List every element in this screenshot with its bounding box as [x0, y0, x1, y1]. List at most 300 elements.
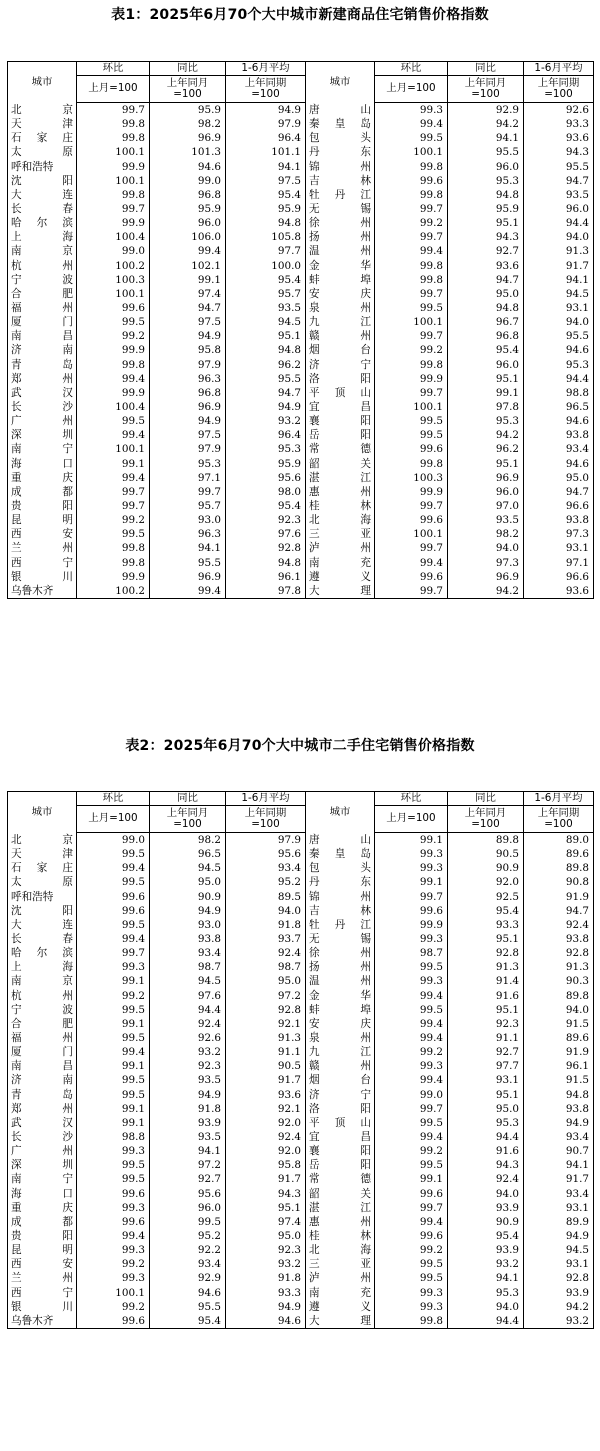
avg-index-cell: 91.5 [524, 1073, 594, 1087]
mom-index-cell: 99.7 [77, 202, 150, 216]
mom-index-cell: 100.1 [77, 287, 150, 301]
yoy-index-cell: 96.0 [448, 485, 524, 499]
avg-index-cell: 93.4 [524, 1130, 594, 1144]
mom-index-cell: 99.7 [77, 103, 150, 118]
avg-index-cell: 95.0 [226, 1229, 306, 1243]
city-name: 石 家 庄 [11, 132, 73, 145]
city-name: 海 口 [11, 1187, 73, 1200]
city-name: 惠 州 [309, 485, 371, 498]
avg-index-cell: 90.5 [226, 1059, 306, 1073]
city-name: 安 庆 [309, 287, 371, 300]
mom-index-cell: 99.3 [77, 1144, 150, 1158]
mom-index-cell: 100.3 [375, 471, 448, 485]
city-name-cell [8, 145, 77, 159]
city-name-cell [8, 400, 77, 414]
table-row [8, 457, 594, 471]
avg-index-cell: 91.8 [226, 1271, 306, 1285]
mom-index-cell: 99.1 [77, 1102, 150, 1116]
yoy-index-cell: 96.3 [150, 372, 226, 386]
city-name: 岳 阳 [309, 1159, 371, 1172]
mom-index-cell: 99.4 [375, 1017, 448, 1031]
city-name: 成 都 [11, 1215, 73, 1228]
city-name-cell [8, 358, 77, 372]
avg-index-cell: 89.6 [524, 847, 594, 861]
city-name-cell [306, 273, 375, 287]
avg-index-cell: 95.3 [524, 358, 594, 372]
mom-index-cell: 99.3 [375, 932, 448, 946]
mom-index-cell: 99.9 [375, 918, 448, 932]
mom-index-cell: 99.4 [77, 861, 150, 875]
city-name: 大 理 [309, 584, 371, 597]
city-name-cell [306, 457, 375, 471]
mom-index-cell: 99.4 [375, 556, 448, 570]
mom-index-cell: 99.2 [77, 1300, 150, 1314]
mom-index-cell: 99.5 [375, 131, 448, 145]
city-name: 沈 阳 [11, 904, 73, 917]
mom-index-cell: 99.1 [77, 1116, 150, 1130]
city-name-cell [306, 1300, 375, 1314]
yoy-index-cell: 97.5 [150, 315, 226, 329]
avg-index-cell: 94.0 [226, 904, 306, 918]
yoy-index-cell: 99.5 [150, 1215, 226, 1229]
city-name-cell [8, 1300, 77, 1314]
yoy-base-header: 上年同月 =100 [150, 76, 226, 103]
yoy-index-cell: 97.9 [150, 442, 226, 456]
mom-index-cell: 99.2 [375, 1243, 448, 1257]
yoy-index-cell: 94.9 [150, 414, 226, 428]
city-header: 城市 [306, 792, 375, 833]
yoy-index-cell: 92.0 [448, 875, 524, 889]
avg-index-cell: 95.0 [524, 471, 594, 485]
mom-index-cell: 99.7 [375, 584, 448, 599]
yoy-index-cell: 90.9 [448, 861, 524, 875]
yoy-index-cell: 93.9 [448, 1201, 524, 1215]
mom-index-cell: 98.7 [375, 946, 448, 960]
city-name: 锦 州 [309, 160, 371, 173]
avg-index-cell: 92.3 [226, 513, 306, 527]
avg-index-cell: 95.8 [226, 1158, 306, 1172]
mom-index-cell: 99.7 [375, 386, 448, 400]
mom-index-cell: 99.7 [375, 329, 448, 343]
city-name-cell [8, 386, 77, 400]
mom-index-cell: 99.7 [375, 890, 448, 904]
city-header: 城市 [8, 792, 77, 833]
city-name: 包 头 [309, 132, 371, 145]
avg-index-cell: 95.6 [226, 847, 306, 861]
mom-index-cell: 99.6 [375, 1187, 448, 1201]
city-name: 遵 义 [309, 570, 371, 583]
avg-index-cell: 93.8 [524, 428, 594, 442]
avg-index-cell: 92.6 [524, 103, 594, 118]
mom-index-cell: 99.5 [375, 1158, 448, 1172]
mom-index-cell: 100.3 [77, 273, 150, 287]
yoy-index-cell: 92.8 [448, 946, 524, 960]
mom-index-cell: 100.1 [375, 527, 448, 541]
city-name: 南 京 [11, 245, 73, 258]
avg-index-cell: 93.6 [524, 584, 594, 599]
yoy-index-cell: 95.9 [150, 202, 226, 216]
yoy-index-cell: 99.4 [150, 244, 226, 258]
mom-index-cell: 99.5 [77, 1031, 150, 1045]
city-name-cell [8, 904, 77, 918]
mom-index-cell: 99.8 [375, 259, 448, 273]
city-name-cell [306, 1130, 375, 1144]
yoy-index-cell: 94.9 [150, 904, 226, 918]
mom-index-cell: 99.8 [375, 160, 448, 174]
avg-index-cell: 94.3 [226, 1187, 306, 1201]
avg-index-cell: 91.3 [226, 1031, 306, 1045]
city-name-cell [8, 1031, 77, 1045]
city-name: 九 江 [309, 316, 371, 329]
table-row [8, 1045, 594, 1059]
city-name-cell [306, 174, 375, 188]
mom-index-cell: 99.6 [77, 890, 150, 904]
mom-index-cell: 99.5 [77, 847, 150, 861]
yoy-index-cell: 99.1 [448, 386, 524, 400]
mom-index-cell: 99.5 [77, 1088, 150, 1102]
avg-index-cell: 89.0 [524, 833, 594, 848]
mom-index-cell: 99.2 [375, 343, 448, 357]
yoy-index-cell: 95.3 [448, 174, 524, 188]
city-name-cell [8, 117, 77, 131]
mom-index-cell: 99.7 [375, 202, 448, 216]
city-name: 长 春 [11, 203, 73, 216]
city-name: 韶 关 [309, 457, 371, 470]
table-row [8, 1059, 594, 1073]
city-name: 西 安 [11, 528, 73, 541]
city-name-cell [306, 1286, 375, 1300]
mom-index-cell: 99.3 [375, 103, 448, 118]
table-row [8, 1286, 594, 1300]
table2-title: 表2：2025年6月70个大中城市二手住宅销售价格指数 [125, 738, 475, 754]
yoy-index-cell: 95.3 [150, 457, 226, 471]
city-name-cell [306, 1201, 375, 1215]
table-row [8, 145, 594, 159]
table-row [8, 1144, 594, 1158]
city-name: 南 昌 [11, 1060, 73, 1073]
mom-index-cell: 99.7 [77, 499, 150, 513]
yoy-index-cell: 95.6 [150, 1187, 226, 1201]
city-name-cell [306, 1215, 375, 1229]
yoy-base-header: 上年同月 =100 [448, 806, 524, 833]
mom-index-cell: 99.5 [375, 428, 448, 442]
city-name-cell [8, 1187, 77, 1201]
avg-index-cell: 93.2 [226, 1257, 306, 1271]
city-name: 贵 阳 [11, 1230, 73, 1242]
city-name-cell [8, 1073, 77, 1087]
mom-index-cell: 99.3 [77, 1243, 150, 1257]
city-name: 泸 州 [309, 1272, 371, 1285]
city-name: 桂 林 [309, 1230, 371, 1242]
yoy-index-cell: 96.0 [448, 358, 524, 372]
table-row [8, 847, 594, 861]
mom-index-cell: 100.4 [77, 400, 150, 414]
city-name-cell [8, 890, 77, 904]
yoy-index-cell: 93.8 [150, 932, 226, 946]
city-name-cell [8, 315, 77, 329]
yoy-index-cell: 94.4 [150, 1003, 226, 1017]
table-row [8, 216, 594, 230]
avg-index-cell: 92.4 [524, 918, 594, 932]
yoy-index-cell: 94.2 [448, 428, 524, 442]
yoy-index-cell: 95.1 [448, 1088, 524, 1102]
city-name-cell [8, 428, 77, 442]
mom-index-cell: 99.0 [77, 244, 150, 258]
mom-index-cell: 99.0 [375, 1088, 448, 1102]
city-name: 天 津 [11, 118, 73, 131]
city-name-cell [306, 570, 375, 584]
city-name-cell [8, 103, 77, 118]
city-name: 西 宁 [11, 1286, 73, 1299]
mom-index-cell: 99.6 [77, 1314, 150, 1329]
city-name-cell [8, 1243, 77, 1257]
table-row [8, 414, 594, 428]
city-name: 牡 丹 江 [309, 918, 371, 931]
avg-index-cell: 95.2 [226, 875, 306, 889]
city-name-cell [306, 1158, 375, 1172]
city-name: 南 京 [11, 975, 73, 988]
city-name: 大 连 [11, 188, 73, 201]
yoy-index-cell: 90.9 [150, 890, 226, 904]
mom-index-cell: 100.4 [77, 230, 150, 244]
city-name: 无 锡 [309, 203, 371, 216]
yoy-index-cell: 95.0 [448, 1102, 524, 1116]
table-row [8, 1130, 594, 1144]
city-name: 哈 尔 滨 [11, 947, 73, 960]
mom-index-cell: 99.4 [375, 1031, 448, 1045]
avg-index-cell: 101.1 [226, 145, 306, 159]
avg-index-cell: 95.1 [226, 329, 306, 343]
mom-index-cell: 99.1 [77, 457, 150, 471]
mom-index-cell: 99.8 [77, 556, 150, 570]
yoy-index-cell: 93.9 [448, 1243, 524, 1257]
avg-index-cell: 94.8 [524, 1088, 594, 1102]
yoy-index-cell: 93.3 [448, 918, 524, 932]
mom-index-cell: 100.1 [375, 315, 448, 329]
city-name: 郑 州 [11, 372, 73, 385]
mom-index-cell: 99.3 [77, 1271, 150, 1285]
city-name: 太 原 [11, 146, 73, 159]
avg-index-cell: 91.7 [524, 1172, 594, 1186]
city-name-cell [306, 890, 375, 904]
avg-index-cell: 93.8 [524, 932, 594, 946]
city-name-cell [8, 1314, 77, 1329]
city-name-cell [306, 188, 375, 202]
yoy-index-cell: 92.9 [448, 103, 524, 118]
city-name: 赣 州 [309, 330, 371, 343]
city-name: 南 充 [309, 556, 371, 569]
city-name: 兰 州 [11, 542, 73, 555]
city-name-cell [8, 1130, 77, 1144]
avg-index-cell: 96.4 [226, 428, 306, 442]
yoy-index-cell: 97.1 [150, 471, 226, 485]
city-name-cell [8, 833, 77, 848]
yoy-index-cell: 95.1 [448, 457, 524, 471]
city-name: 常 德 [309, 1173, 371, 1186]
avg-index-cell: 93.6 [226, 1088, 306, 1102]
avg-index-cell: 96.6 [524, 499, 594, 513]
city-name-cell [306, 485, 375, 499]
avg-index-cell: 91.7 [226, 1172, 306, 1186]
city-name-cell [306, 1172, 375, 1186]
city-name-cell [8, 1215, 77, 1229]
yoy-index-cell: 95.0 [150, 875, 226, 889]
avg-index-cell: 97.5 [226, 174, 306, 188]
yoy-index-cell: 96.8 [448, 329, 524, 343]
mom-index-cell: 99.4 [77, 932, 150, 946]
avg-index-cell: 93.5 [524, 188, 594, 202]
city-name: 金 华 [309, 259, 371, 272]
city-name: 温 州 [309, 975, 371, 988]
mom-index-cell: 99.2 [375, 1144, 448, 1158]
table-row [8, 833, 594, 848]
yoy-index-cell: 97.7 [448, 1059, 524, 1073]
city-name: 无 锡 [309, 933, 371, 946]
mom-index-cell: 99.4 [375, 117, 448, 131]
city-name: 徐 州 [309, 947, 371, 960]
mom-index-cell: 99.8 [77, 188, 150, 202]
yoy-index-cell: 93.2 [448, 1257, 524, 1271]
table-row [8, 329, 594, 343]
city-name-cell [306, 527, 375, 541]
yoy-index-cell: 97.2 [150, 1158, 226, 1172]
city-name-cell [8, 875, 77, 889]
mom-index-cell: 99.1 [77, 974, 150, 988]
mom-index-cell: 99.2 [77, 989, 150, 1003]
city-name: 唐 山 [309, 833, 371, 846]
mom-index-cell: 99.6 [375, 174, 448, 188]
yoy-index-cell: 94.6 [150, 160, 226, 174]
mom-index-cell: 99.8 [77, 117, 150, 131]
yoy-index-cell: 93.5 [150, 1073, 226, 1087]
mom-index-cell: 99.9 [77, 160, 150, 174]
yoy-index-cell: 99.1 [150, 273, 226, 287]
table-row [8, 1017, 594, 1031]
city-name: 蚌 埠 [309, 1003, 371, 1016]
yoy-index-cell: 94.9 [150, 1088, 226, 1102]
mom-index-cell: 99.4 [77, 1045, 150, 1059]
avg-index-cell: 94.6 [524, 343, 594, 357]
avg-index-cell: 95.0 [226, 974, 306, 988]
yoy-index-cell: 96.0 [150, 216, 226, 230]
avg-index-cell: 95.4 [226, 188, 306, 202]
city-name-cell [8, 541, 77, 555]
mom-index-cell: 99.8 [375, 1314, 448, 1329]
city-name-cell [306, 1031, 375, 1045]
table-row [8, 386, 594, 400]
yoy-index-cell: 96.7 [448, 315, 524, 329]
avg-index-cell: 89.9 [524, 1215, 594, 1229]
table-row [8, 103, 594, 118]
mom-base-header: 上月=100 [77, 806, 150, 833]
city-name-cell [306, 117, 375, 131]
avg-index-cell: 92.8 [524, 1271, 594, 1285]
avg-index-cell: 92.1 [226, 1017, 306, 1031]
table-row [8, 202, 594, 216]
city-name: 泉 州 [309, 1032, 371, 1045]
avg-index-cell: 92.1 [226, 1102, 306, 1116]
yoy-index-cell: 96.9 [150, 400, 226, 414]
yoy-index-cell: 89.8 [448, 833, 524, 848]
mom-index-cell: 99.4 [77, 1229, 150, 1243]
mom-index-cell: 99.8 [77, 358, 150, 372]
mom-index-cell: 100.1 [375, 400, 448, 414]
city-name: 秦 皇 岛 [309, 118, 371, 131]
city-name: 桂 林 [309, 500, 371, 512]
city-name-cell [306, 1144, 375, 1158]
mom-index-cell: 100.1 [77, 145, 150, 159]
yoy-header: 同比 [150, 792, 226, 806]
avg-index-cell: 92.4 [226, 1130, 306, 1144]
avg-index-cell: 95.4 [226, 273, 306, 287]
mom-index-cell: 99.6 [77, 1215, 150, 1229]
yoy-index-cell: 92.7 [448, 1045, 524, 1059]
city-name-cell [306, 932, 375, 946]
city-name-cell [306, 287, 375, 301]
city-name-cell [306, 1073, 375, 1087]
yoy-index-cell: 98.2 [150, 833, 226, 848]
yoy-index-cell: 98.7 [150, 960, 226, 974]
yoy-index-cell: 97.3 [448, 556, 524, 570]
city-name-cell [8, 174, 77, 188]
mom-index-cell: 99.8 [77, 131, 150, 145]
table-row [8, 1300, 594, 1314]
avg-index-cell: 92.8 [226, 541, 306, 555]
mom-index-cell: 99.6 [375, 570, 448, 584]
avg-base-header: 上年同期 =100 [524, 806, 594, 833]
mom-index-cell: 99.4 [77, 372, 150, 386]
city-name-cell [8, 861, 77, 875]
table-row [8, 499, 594, 513]
city-name-cell [306, 358, 375, 372]
city-name-cell [8, 329, 77, 343]
mom-index-cell: 98.8 [77, 1130, 150, 1144]
table-row [8, 1031, 594, 1045]
table-row [8, 259, 594, 273]
mom-index-cell: 99.5 [77, 1172, 150, 1186]
avg-index-cell: 94.2 [524, 1300, 594, 1314]
avg-index-cell: 94.6 [226, 1314, 306, 1329]
yoy-index-cell: 95.7 [150, 499, 226, 513]
city-name: 青 岛 [11, 1088, 73, 1101]
avg-index-cell: 96.5 [524, 400, 594, 414]
avg-index-cell: 94.9 [226, 103, 306, 118]
yoy-index-cell: 95.5 [448, 145, 524, 159]
yoy-index-cell: 96.9 [150, 570, 226, 584]
city-name: 武 汉 [11, 1116, 73, 1129]
table-row [8, 1229, 594, 1243]
table-row [8, 273, 594, 287]
city-name-cell [8, 244, 77, 258]
mom-index-cell: 99.6 [375, 513, 448, 527]
table-row [8, 974, 594, 988]
yoy-header: 同比 [448, 62, 524, 76]
yoy-index-cell: 96.0 [448, 160, 524, 174]
yoy-index-cell: 93.5 [150, 1130, 226, 1144]
table-row [8, 527, 594, 541]
city-name-cell [8, 1257, 77, 1271]
city-name-cell [8, 343, 77, 357]
avg-index-cell: 91.3 [524, 960, 594, 974]
city-name-cell [8, 1003, 77, 1017]
yoy-index-cell: 95.1 [448, 372, 524, 386]
mom-index-cell: 99.3 [77, 960, 150, 974]
yoy-index-cell: 95.3 [448, 1116, 524, 1130]
city-name: 广 州 [11, 415, 73, 428]
city-name-cell [306, 1229, 375, 1243]
table-row [8, 890, 594, 904]
city-name: 宜 昌 [309, 401, 371, 414]
